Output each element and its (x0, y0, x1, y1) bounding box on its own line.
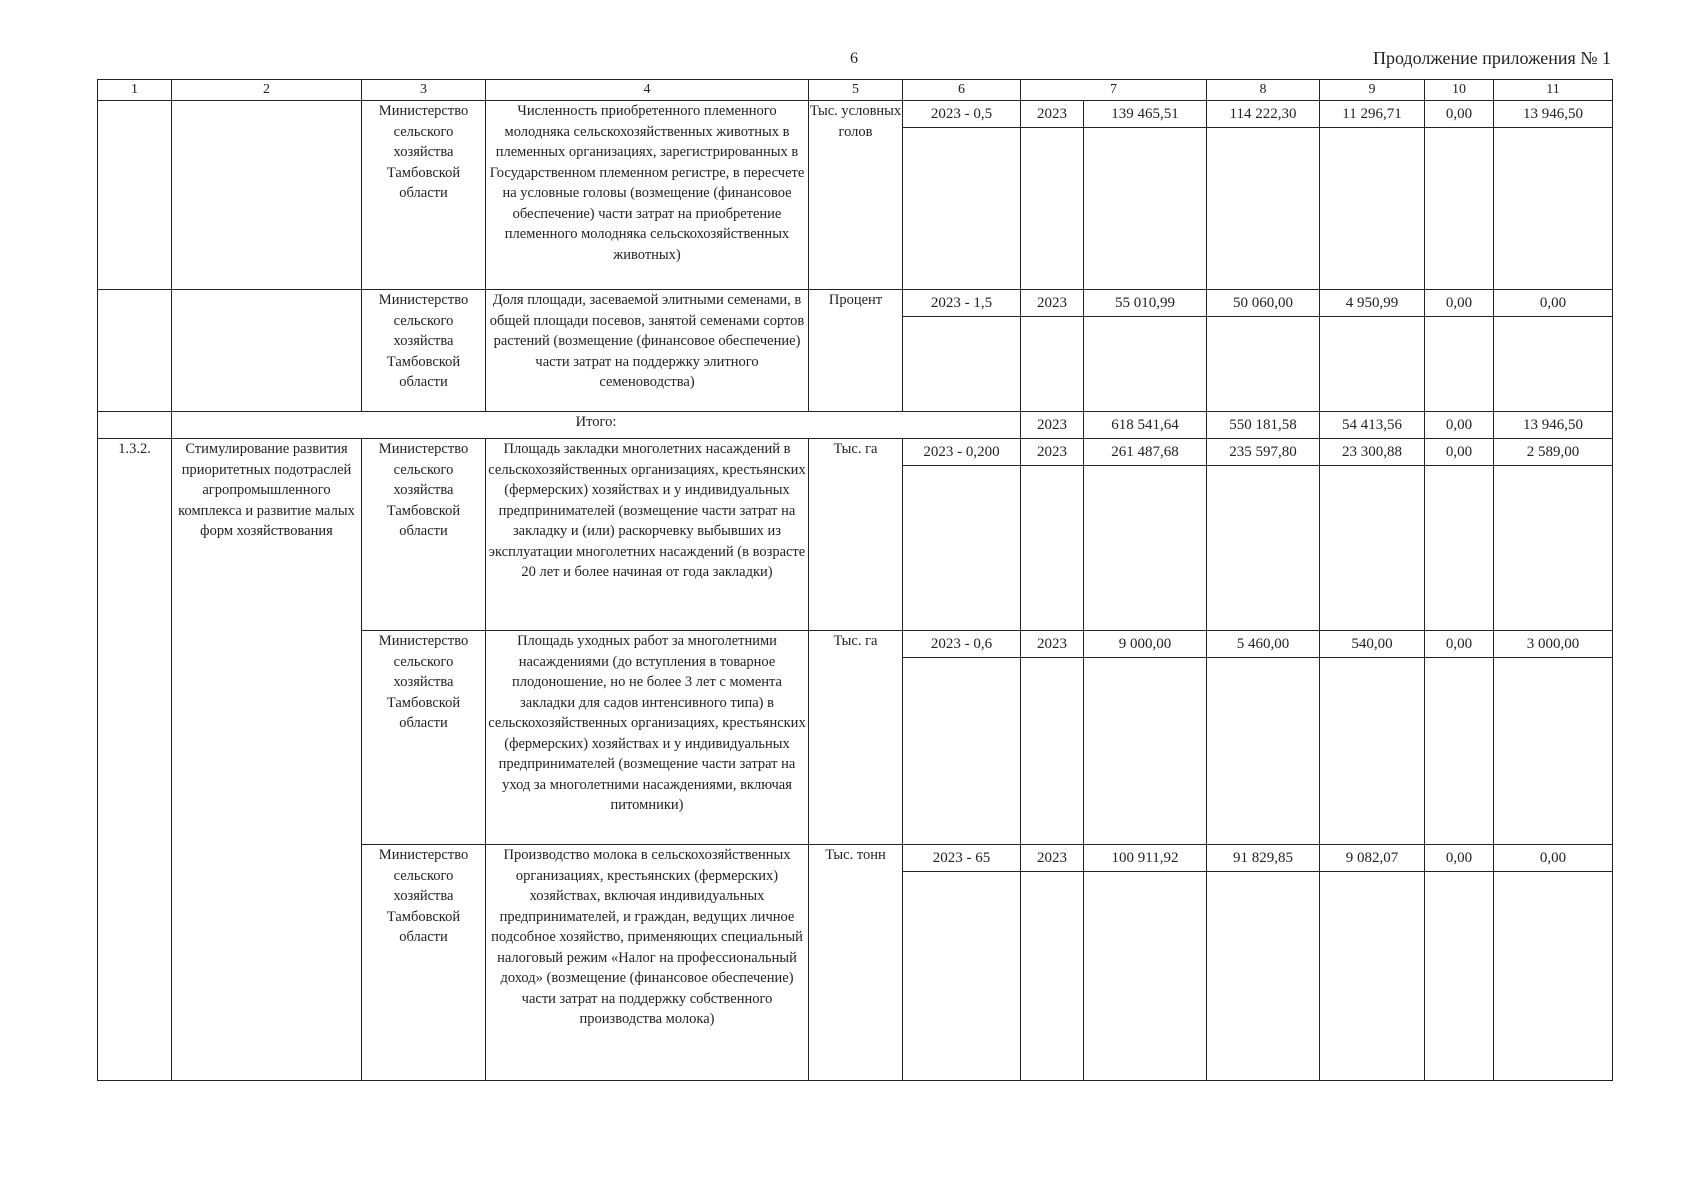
value-col10: 0,00 (1425, 439, 1493, 466)
column-header: 1 (98, 80, 172, 101)
target-value: 2023 - 0,6 (903, 631, 1020, 658)
column-header: 10 (1425, 80, 1494, 101)
value-col7: 139 465,51 (1084, 101, 1206, 128)
year-value: 2023 (1021, 439, 1083, 466)
indicator-cell: Производство молока в сельскохозяйственных организациях, крестьянских (фермерских) хозяйствах, включая индивидуальных предпринимателей, и граждан, ведущих личное подсобное хозяйство, применяющих специальный налоговый режим «Налог на профессиональный доход» (возмещение (финансовое обеспечение) части затрат на поддержку собственного производства молока) (486, 845, 809, 1081)
value-col10: 0,00 (1425, 290, 1493, 317)
year-value: 2023 (1021, 631, 1083, 658)
column-header: 11 (1494, 80, 1613, 101)
value-col7: 261 487,68 (1084, 439, 1206, 466)
total-col11: 13 946,50 (1494, 412, 1613, 439)
continuation-label: Продолжение приложения № 1 (1372, 48, 1611, 68)
value-col7: 100 911,92 (1084, 845, 1206, 872)
value-col10: 0,00 (1425, 631, 1493, 658)
value-col8: 5 460,00 (1207, 631, 1319, 658)
ministry-cell: Министерство сельского хозяйства Тамбовской области (362, 101, 486, 290)
value-col7: 9 000,00 (1084, 631, 1206, 658)
total-col10: 0,00 (1425, 412, 1494, 439)
unit-cell: Тыс. условных голов (809, 101, 903, 290)
value-col11: 0,00 (1494, 290, 1612, 317)
target-value: 2023 - 0,5 (903, 101, 1020, 128)
table-row (98, 101, 1613, 290)
indicator-cell: Доля площади, засеваемой элитными семенами, в общей площади посевов, занятой семенами сортов растений (возмещение (финансовое обеспечение) части затрат на поддержку элитного семеноводства) (486, 290, 809, 412)
value-col9: 23 300,88 (1320, 439, 1424, 466)
value-col8: 50 060,00 (1207, 290, 1319, 317)
target-value: 2023 - 1,5 (903, 290, 1020, 317)
table-row (98, 439, 1613, 631)
ministry-cell: Министерство сельского хозяйства Тамбовской области (362, 439, 486, 631)
section-number: 1.3.2. (98, 439, 172, 1081)
column-header: 6 (903, 80, 1021, 101)
ministry-cell: Министерство сельского хозяйства Тамбовской области (362, 631, 486, 845)
ministry-cell: Министерство сельского хозяйства Тамбовской области (362, 845, 486, 1081)
target-value: 2023 - 0,200 (903, 439, 1020, 466)
value-col11: 13 946,50 (1494, 101, 1612, 128)
value-col11: 2 589,00 (1494, 439, 1612, 466)
value-col10: 0,00 (1425, 101, 1493, 128)
column-header: 8 (1207, 80, 1320, 101)
column-header: 9 (1320, 80, 1425, 101)
column-header: 4 (486, 80, 809, 101)
value-col8: 235 597,80 (1207, 439, 1319, 466)
total-label: Итого: (172, 412, 1021, 439)
year-value: 2023 (1021, 101, 1083, 128)
year-value: 2023 (1021, 290, 1083, 317)
value-col8: 114 222,30 (1207, 101, 1319, 128)
value-col9: 540,00 (1320, 631, 1424, 658)
value-col9: 9 082,07 (1320, 845, 1424, 872)
value-col9: 11 296,71 (1320, 101, 1424, 128)
indicator-cell: Площадь закладки многолетних насаждений в сельскохозяйственных организациях, крестьянских (фермерских) хозяйствах и у индивидуальных предпринимателей (возмещение части затрат на закладку и (или) раскорчевку выбывших из эксплуатации многолетних насаждений (в возрасте 20 лет и более начиная от года закладки) (486, 439, 809, 631)
target-value: 2023 - 65 (903, 845, 1020, 872)
indicator-cell: Площадь уходных работ за многолетними насаждениями (до вступления в товарное плодоношение, но не более 3 лет с момента закладки для садов интенсивного типа) в сельскохозяйственных организациях, крестьянских (фермерских) хозяйствах и у индивидуальных предпринимателей (возмещение части затрат на уход за многолетними насаждениями, включая питомники) (486, 631, 809, 845)
table-row (98, 290, 1613, 412)
indicator-cell: Численность приобретенного племенного молодняка сельскохозяйственных животных в племенных организациях, зарегистрированных в Государственном племенном регистре, в пересчете на условные головы (возмещение (финансовое обеспечение) части затрат на приобретение племенного молодняка сельскохозяйственных животных) (486, 101, 809, 290)
unit-cell: Процент (809, 290, 903, 412)
column-header: 7 (1021, 80, 1207, 101)
column-header: 5 (809, 80, 903, 101)
year-value: 2023 (1021, 845, 1083, 872)
total-col9: 54 413,56 (1320, 412, 1425, 439)
value-col8: 91 829,85 (1207, 845, 1319, 872)
ministry-cell: Министерство сельского хозяйства Тамбовской области (362, 290, 486, 412)
value-col11: 0,00 (1494, 845, 1612, 872)
appendix-table (97, 79, 1613, 1081)
total-row (98, 412, 1613, 439)
section-name: Стимулирование развития приоритетных подотраслей агропромышленного комплекса и развитие малых форм хозяйствования (172, 439, 362, 1081)
header-row (98, 80, 1613, 101)
column-header: 2 (172, 80, 362, 101)
column-header: 3 (362, 80, 486, 101)
unit-cell: Тыс. тонн (809, 845, 903, 1081)
total-year: 2023 (1021, 412, 1084, 439)
page-number: 6 (850, 50, 858, 67)
total-col8: 550 181,58 (1207, 412, 1320, 439)
unit-cell: Тыс. га (809, 631, 903, 845)
value-col10: 0,00 (1425, 845, 1493, 872)
unit-cell: Тыс. га (809, 439, 903, 631)
value-col9: 4 950,99 (1320, 290, 1424, 317)
value-col7: 55 010,99 (1084, 290, 1206, 317)
value-col11: 3 000,00 (1494, 631, 1612, 658)
total-col7: 618 541,64 (1084, 412, 1207, 439)
